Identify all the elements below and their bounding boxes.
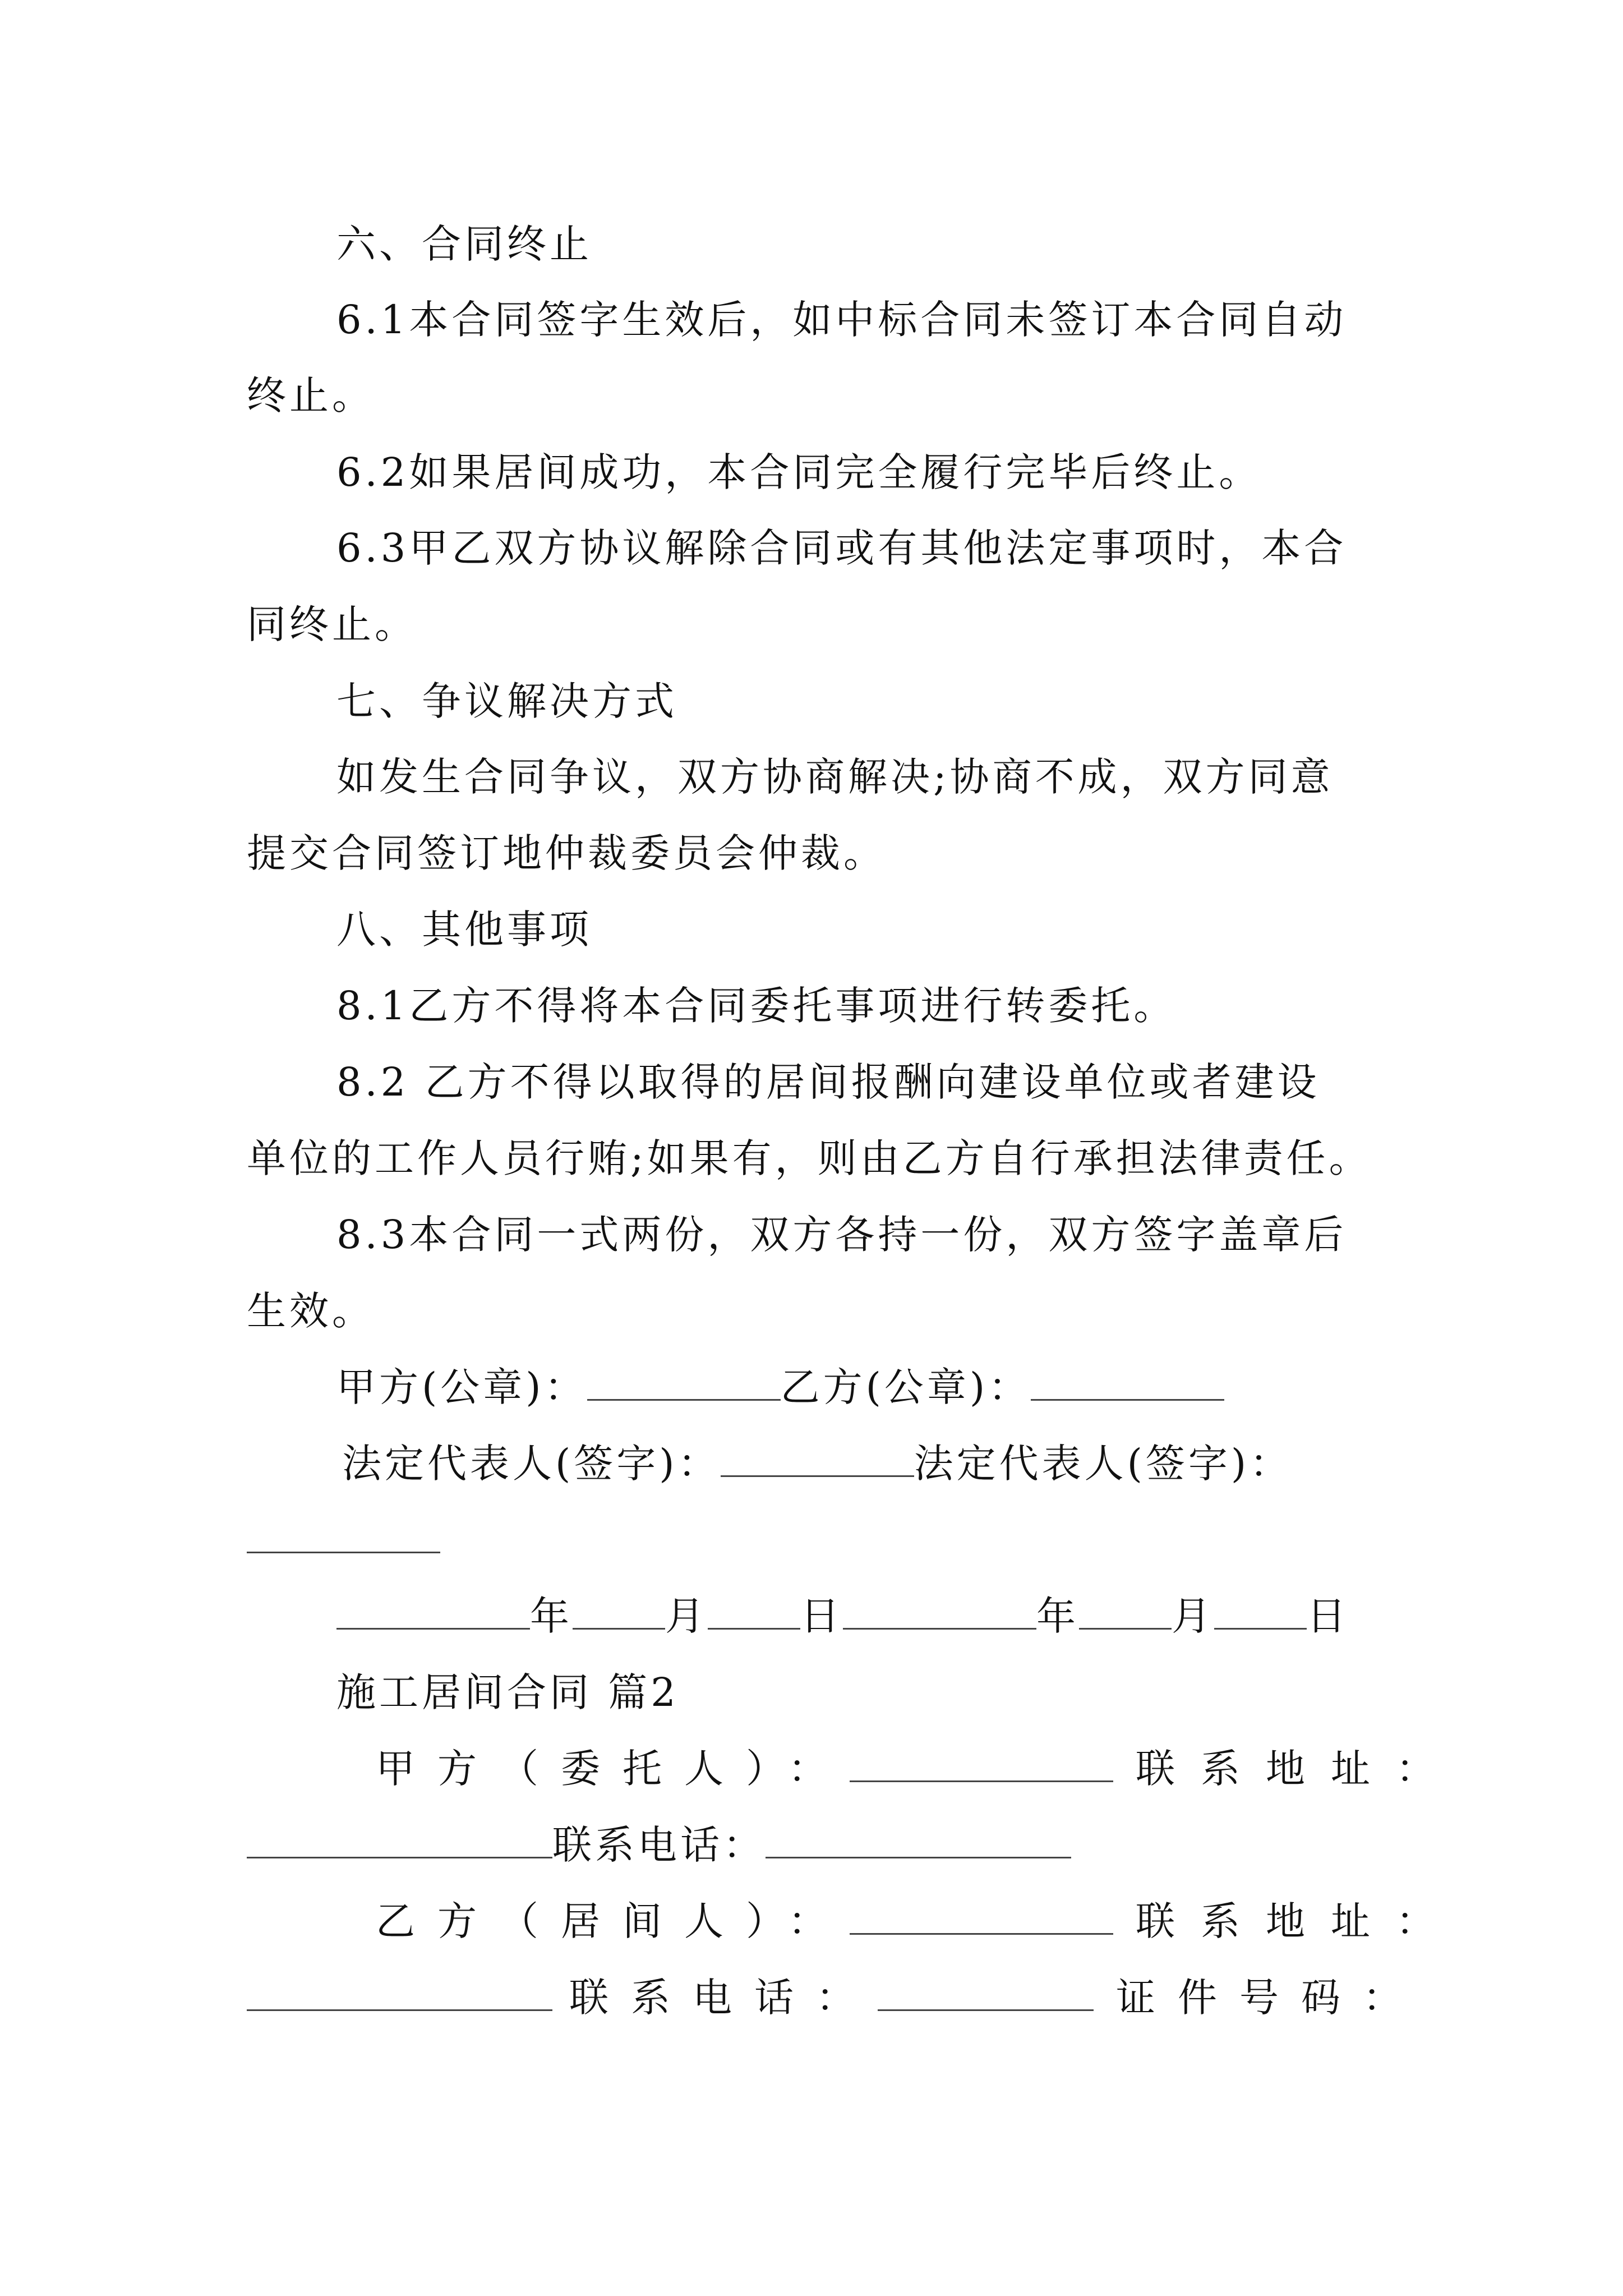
party-a-label: 甲方（委托人）： <box>376 1746 850 1792</box>
month-a-label: 月 <box>665 1593 708 1639</box>
rep-b-blank[interactable] <box>247 1515 440 1553</box>
rep-a-label: 法定代表人(签字)： <box>342 1441 721 1487</box>
month-b-blank[interactable] <box>1079 1591 1172 1630</box>
clause-6-3-line-2: 同终止。 <box>247 601 417 647</box>
month-b-label: 月 <box>1172 1593 1214 1639</box>
party-a-phone-blank[interactable] <box>766 1820 1071 1858</box>
year-a-label: 年 <box>530 1593 573 1639</box>
phone-label-2: 联系电话： <box>569 1975 878 2021</box>
party-b-row <box>376 1896 1461 1947</box>
party-a-address-blank[interactable] <box>247 1820 552 1858</box>
date-row <box>336 1591 1349 1641</box>
section-6-heading: 六、合同终止 <box>336 221 592 267</box>
party-b-seal-blank[interactable] <box>1031 1362 1224 1401</box>
party-b-label: 乙方（居间人）： <box>376 1898 850 1944</box>
day-a-blank[interactable] <box>708 1591 800 1630</box>
day-b-blank[interactable] <box>1214 1591 1307 1630</box>
rep-b-blank-row <box>247 1515 440 1565</box>
address-label: 联系地址： <box>1136 1746 1461 1792</box>
clause-8-2-line-1: 8.2 乙方不得以取得的居间报酬向建设单位或者建设 <box>336 1059 1320 1105</box>
year-b-label: 年 <box>1036 1593 1079 1639</box>
clause-8-2-line-2: 单位的工作人员行贿;如果有，则由乙方自行承担法律责任。 <box>247 1135 1372 1181</box>
clause-6-1-line-1: 6.1本合同签字生效后，如中标合同未签订本合同自动 <box>336 297 1347 343</box>
party-b-name-blank[interactable] <box>850 1896 1113 1935</box>
section-7-line-2: 提交合同签订地仲裁委员会仲裁。 <box>247 830 886 876</box>
party-b-phone-blank[interactable] <box>878 1972 1094 2011</box>
party-b-address-blank[interactable] <box>247 1972 552 2011</box>
contract-2-title: 施工居间合同 篇2 <box>336 1669 679 1715</box>
id-label: 证件号码： <box>1116 1975 1424 2021</box>
party-a-name-blank[interactable] <box>850 1743 1113 1782</box>
year-b-blank[interactable] <box>843 1591 1036 1630</box>
section-7-line-1: 如发生合同争议，双方协商解决;协商不成，双方同意 <box>336 754 1334 800</box>
representative-row <box>342 1438 1292 1489</box>
clause-8-3-line-1: 8.3本合同一式两份，双方各持一份，双方签字盖章后 <box>336 1212 1347 1258</box>
rep-a-blank[interactable] <box>721 1438 914 1477</box>
clause-6-3-line-1: 6.3甲乙双方协议解除合同或有其他法定事项时，本合 <box>336 525 1347 571</box>
section-8-heading: 八、其他事项 <box>336 907 592 953</box>
section-7-heading: 七、争议解决方式 <box>336 678 677 724</box>
day-b-label: 日 <box>1307 1593 1349 1639</box>
clause-8-3-line-2: 生效。 <box>247 1288 375 1334</box>
day-a-label: 日 <box>800 1593 843 1639</box>
year-a-blank[interactable] <box>336 1591 530 1630</box>
party-a-row <box>376 1743 1461 1794</box>
clause-6-1-line-2: 终止。 <box>247 372 375 418</box>
rep-b-label: 法定代表人(签字)： <box>914 1441 1293 1487</box>
clause-6-2: 6.2如果居间成功，本合同完全履行完毕后终止。 <box>336 449 1262 495</box>
seal-row <box>336 1362 1224 1412</box>
phone-label: 联系电话： <box>552 1822 766 1868</box>
party-b-contact-row <box>247 1972 1424 2023</box>
party-a-contact-row <box>247 1820 1071 1870</box>
party-a-seal-label: 甲方(公章)： <box>336 1364 587 1410</box>
clause-8-1: 8.1乙方不得将本合同委托事项进行转委托。 <box>336 983 1177 1029</box>
party-b-seal-label: 乙方(公章)： <box>780 1364 1031 1410</box>
party-a-seal-blank[interactable] <box>587 1362 781 1401</box>
month-a-blank[interactable] <box>573 1591 665 1630</box>
address-label-2: 联系地址： <box>1136 1898 1461 1944</box>
